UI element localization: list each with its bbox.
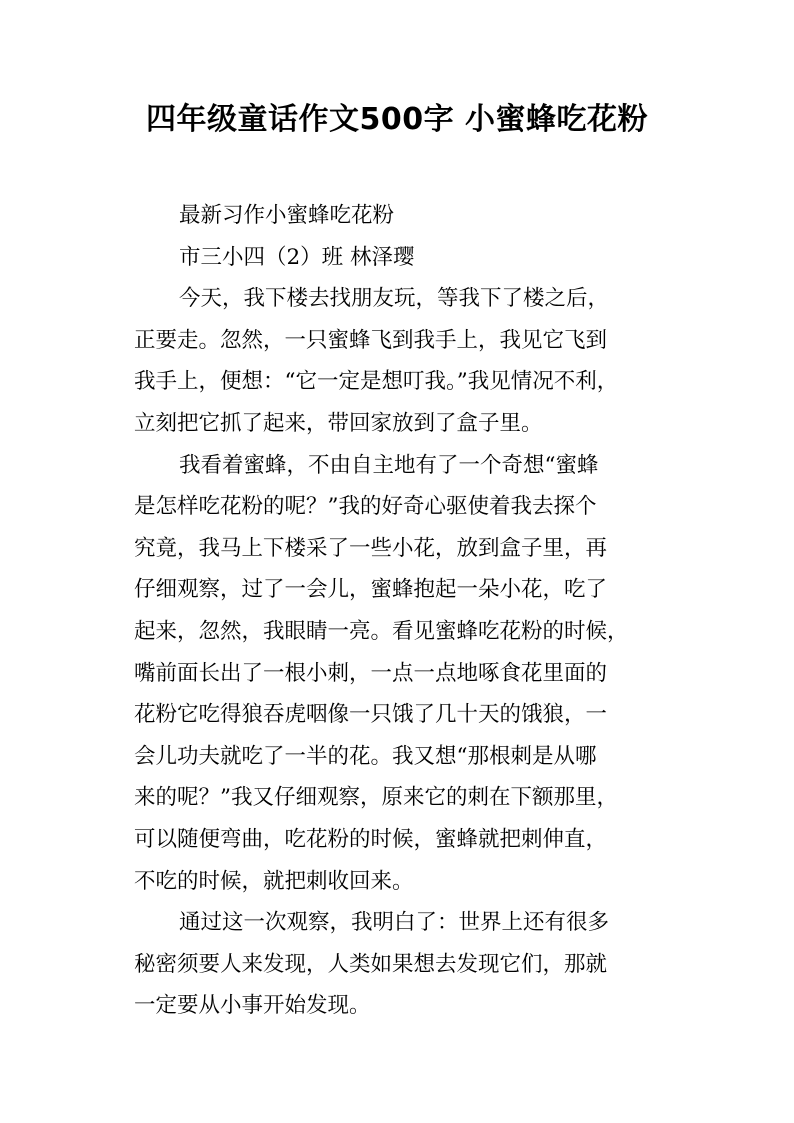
document-title: 四年级童话作文500字 小蜜蜂吃花粉 [145,102,649,137]
text-line: 今天，我下楼去找朋友玩，等我下了楼之后， [179,286,610,312]
text-line: 会儿功夫就吃了一半的花。我又想“那根刺是从哪 [134,743,597,769]
text-line: 可以随便弯曲，吃花粉的时候，蜜蜂就把刺伸直， [134,826,608,852]
text-line: 花粉它吃得狼吞虎咽像一只饿了几十天的饿狼，一 [134,702,608,728]
text-line: 市三小四（2）班 林泽璎 [179,244,415,270]
text-line: 仔细观察，过了一会儿，蜜蜂抱起一朵小花，吃了 [134,577,608,603]
text-line: 一定要从小事开始发现。 [134,993,371,1019]
text-line: 起来，忽然，我眼睛一亮。看见蜜蜂吃花粉的时候， [134,618,629,644]
document-body [134,195,670,1027]
text-line: 我手上，便想：“它一定是想叮我。”我见情况不利， [134,369,619,395]
text-line: 秘密须要人来发现，人类如果想去发现它们，那就 [134,951,608,977]
text-line: 是怎样吃花粉的呢？”我的好奇心驱使着我去探个 [134,494,597,520]
text-line: 通过这一次观察，我明白了：世界上还有很多 [179,910,610,936]
text-line: 我看着蜜蜂，不由自主地有了一个奇想“蜜蜂 [179,452,599,478]
text-line: 立刻把它抓了起来，带回家放到了盒子里。 [134,410,543,436]
text-line: 不吃的时候，就把刺收回来。 [134,868,414,894]
text-line: 最新习作小蜜蜂吃花粉 [179,203,395,228]
text-line: 嘴前面长出了一根小刺，一点一点地啄食花里面的 [134,660,608,686]
text-line: 来的呢？”我又仔细观察，原来它的刺在下额那里， [134,785,618,811]
text-line: 究竟，我马上下楼采了一些小花，放到盒子里，再 [134,535,608,561]
text-line: 正要走。忽然，一只蜜蜂飞到我手上，我见它飞到 [134,327,608,353]
